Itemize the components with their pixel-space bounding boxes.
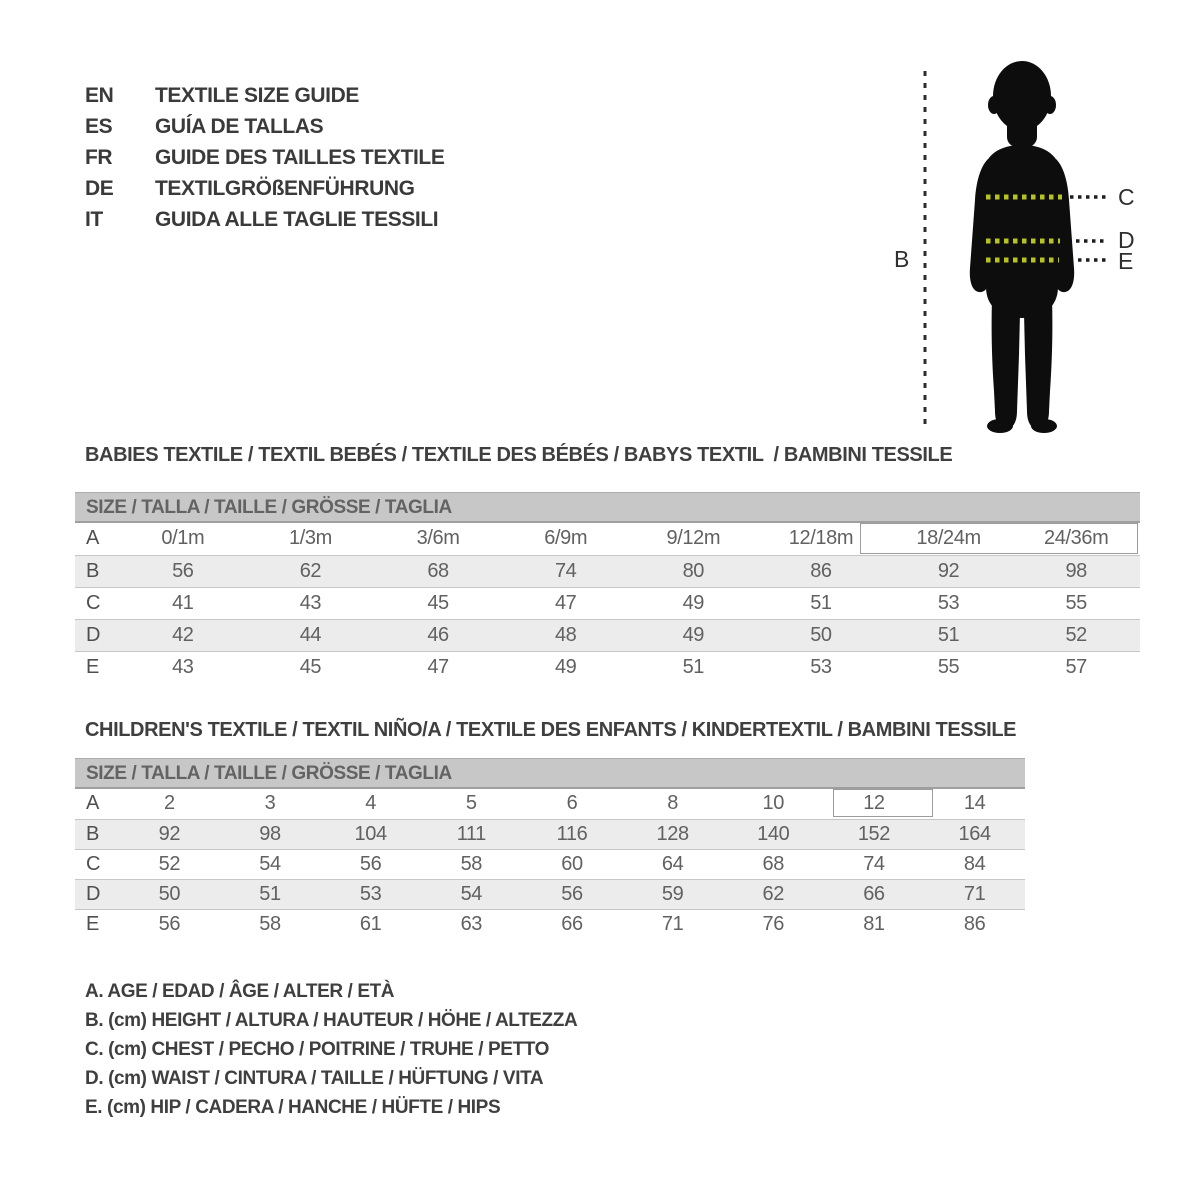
size-cell: 74 xyxy=(554,559,577,582)
size-cell: 44 xyxy=(299,623,322,646)
size-header-row: SIZE / TALLA / TAILLE / GRÖSSE / TAGLIA xyxy=(75,492,1140,523)
size-cell: 71 xyxy=(661,912,684,935)
size-cell: 45 xyxy=(427,591,449,614)
language-code: IT xyxy=(85,208,103,231)
size-cell: 116 xyxy=(556,822,588,845)
legend-age: A. AGE / EDAD / ÂGE / ALTER / ETÀ xyxy=(85,981,395,1002)
size-cell: 128 xyxy=(656,822,689,845)
size-cell: 140 xyxy=(757,822,790,845)
size-cell: 84 xyxy=(963,852,986,875)
language-code: FR xyxy=(85,146,113,169)
size-cell: 12 xyxy=(863,792,885,815)
size-cell: 4 xyxy=(365,792,376,815)
legend-height: B. (cm) HEIGHT / ALTURA / HAUTEUR / HÖHE / ALTEZZA xyxy=(85,1010,578,1031)
size-cell: 56 xyxy=(561,882,583,905)
child-silhouette-figure xyxy=(880,55,1160,445)
size-cell: 2 xyxy=(163,792,175,815)
legend-chest: C. (cm) CHEST / PECHO / POITRINE / TRUHE / PETTO xyxy=(85,1039,549,1060)
table-row xyxy=(75,619,1140,651)
language-row-es xyxy=(85,111,444,142)
size-cell: 47 xyxy=(554,591,577,614)
babies-section-title: BABIES TEXTILE / TEXTIL BEBÉS / TEXTILE DES BÉBÉS / BABYS TEXTIL / BAMBINI TESSILE xyxy=(85,444,953,466)
size-header-row: SIZE / TALLA / TAILLE / GRÖSSE / TAGLIA xyxy=(75,758,1025,789)
size-cell: 61 xyxy=(359,912,382,935)
table-row xyxy=(75,555,1140,587)
row-label: E xyxy=(86,655,99,678)
size-cell: 6/9m xyxy=(544,527,588,550)
size-cell: 41 xyxy=(172,591,194,614)
size-cell: 68 xyxy=(427,559,449,582)
height-label: B xyxy=(894,246,910,272)
row-label: B xyxy=(86,559,99,582)
table-row xyxy=(75,819,1025,849)
language-code: DE xyxy=(85,177,114,200)
babies-size-table xyxy=(75,492,1140,683)
language-code: ES xyxy=(85,115,113,138)
table-row xyxy=(75,651,1140,683)
size-cell: 63 xyxy=(460,912,483,935)
size-cell: 56 xyxy=(158,912,181,935)
size-cell: 57 xyxy=(1065,655,1087,678)
table-row xyxy=(75,587,1140,619)
size-cell: 68 xyxy=(762,852,784,875)
row-label: C xyxy=(86,591,101,614)
size-cell: 71 xyxy=(963,882,986,905)
language-row-en xyxy=(85,80,444,111)
size-cell: 42 xyxy=(172,623,194,646)
size-cell: 50 xyxy=(810,623,832,646)
size-cell: 62 xyxy=(762,882,784,905)
size-cell: 51 xyxy=(682,655,705,678)
size-cell: 80 xyxy=(682,559,705,582)
size-cell: 53 xyxy=(937,591,960,614)
size-cell: 12/18m xyxy=(788,527,854,550)
size-cell: 52 xyxy=(158,852,181,875)
row-label: D xyxy=(86,623,101,646)
size-cell: 86 xyxy=(963,912,986,935)
size-cell: 92 xyxy=(937,559,960,582)
row-label: A xyxy=(86,792,99,815)
language-title-list xyxy=(85,80,444,235)
size-cell: 66 xyxy=(561,912,583,935)
size-cell: 10 xyxy=(762,792,784,815)
size-cell: 5 xyxy=(465,792,477,815)
size-cell: 111 xyxy=(456,822,486,845)
language-code: EN xyxy=(85,84,114,107)
size-cell: 51 xyxy=(937,623,960,646)
size-cell: 55 xyxy=(937,655,960,678)
size-cell: 46 xyxy=(427,623,449,646)
guide-title-it: GUIDA ALLE TAGLIE TESSILI xyxy=(155,208,439,231)
size-cell: 1/3m xyxy=(289,527,332,550)
size-cell: 49 xyxy=(682,623,705,646)
size-cell: 51 xyxy=(259,882,281,905)
row-label: C xyxy=(86,852,101,875)
size-cell: 53 xyxy=(359,882,382,905)
language-row-fr xyxy=(85,142,444,173)
language-row-de xyxy=(85,173,444,204)
children-size-table xyxy=(75,758,1025,939)
size-cell: 104 xyxy=(354,822,387,845)
size-cell: 53 xyxy=(810,655,832,678)
size-cell: 59 xyxy=(661,882,684,905)
row-label: E xyxy=(86,912,99,935)
children-section-title: CHILDREN'S TEXTILE / TEXTIL NIÑO/A / TEXTILE DES ENFANTS / KINDERTEXTIL / BAMBINI TESSILE xyxy=(85,719,1017,741)
size-cell: 56 xyxy=(359,852,382,875)
size-cell: 152 xyxy=(857,822,890,845)
size-cell: 18/24m xyxy=(916,527,981,550)
size-cell: 47 xyxy=(427,655,449,678)
size-cell: 81 xyxy=(863,912,885,935)
hip-label: E xyxy=(1118,248,1134,274)
size-cell: 6 xyxy=(566,792,578,815)
size-cell: 60 xyxy=(561,852,583,875)
size-cell: 58 xyxy=(460,852,483,875)
guide-title-fr: GUIDE DES TAILLES TEXTILE xyxy=(155,146,445,169)
measurement-legend xyxy=(85,977,577,1122)
size-cell: 64 xyxy=(661,852,684,875)
size-cell: 3/6m xyxy=(416,527,460,550)
size-cell: 52 xyxy=(1065,623,1087,646)
size-cell: 45 xyxy=(299,655,322,678)
guide-title-de: TEXTILGRÖßENFÜHRUNG xyxy=(155,177,415,200)
highlighted-size-range-box xyxy=(860,523,1138,554)
size-cell: 92 xyxy=(158,822,181,845)
size-cell: 0/1m xyxy=(161,527,205,550)
table-row xyxy=(75,879,1025,909)
size-cell: 58 xyxy=(259,912,281,935)
chest-label: C xyxy=(1118,184,1135,210)
size-cell: 76 xyxy=(762,912,784,935)
row-label: D xyxy=(86,882,101,905)
size-cell: 54 xyxy=(460,882,483,905)
size-cell: 24/36m xyxy=(1044,527,1109,550)
size-cell: 14 xyxy=(963,792,986,815)
size-cell: 54 xyxy=(259,852,281,875)
waist-label: D xyxy=(1118,227,1135,253)
size-cell: 55 xyxy=(1065,591,1087,614)
size-cell: 51 xyxy=(810,591,832,614)
table-row xyxy=(75,849,1025,879)
size-cell: 62 xyxy=(299,559,322,582)
size-cell: 3 xyxy=(264,792,276,815)
size-cell: 43 xyxy=(299,591,322,614)
guide-title-en: TEXTILE SIZE GUIDE xyxy=(155,84,359,107)
size-cell: 86 xyxy=(810,559,832,582)
language-row-it xyxy=(85,204,444,235)
size-cell: 164 xyxy=(958,822,991,845)
legend-waist: D. (cm) WAIST / CINTURA / TAILLE / HÜFTUNG / VITA xyxy=(85,1068,544,1089)
legend-hip: E. (cm) HIP / CADERA / HANCHE / HÜFTE / HIPS xyxy=(85,1097,501,1118)
size-cell: 56 xyxy=(172,559,194,582)
highlighted-size-box xyxy=(833,789,933,817)
size-cell: 43 xyxy=(172,655,194,678)
size-cell: 98 xyxy=(259,822,281,845)
size-cell: 49 xyxy=(554,655,577,678)
size-cell: 74 xyxy=(863,852,885,875)
size-cell: 98 xyxy=(1065,559,1087,582)
row-label: B xyxy=(86,822,99,845)
size-cell: 48 xyxy=(554,623,577,646)
row-label: A xyxy=(86,527,99,550)
table-row xyxy=(75,909,1025,939)
size-cell: 49 xyxy=(682,591,705,614)
size-cell: 66 xyxy=(863,882,885,905)
size-cell: 9/12m xyxy=(666,527,721,550)
child-silhouette xyxy=(970,61,1074,433)
size-cell: 50 xyxy=(158,882,181,905)
guide-title-es: GUÍA DE TALLAS xyxy=(155,115,324,138)
size-cell: 8 xyxy=(667,792,678,815)
